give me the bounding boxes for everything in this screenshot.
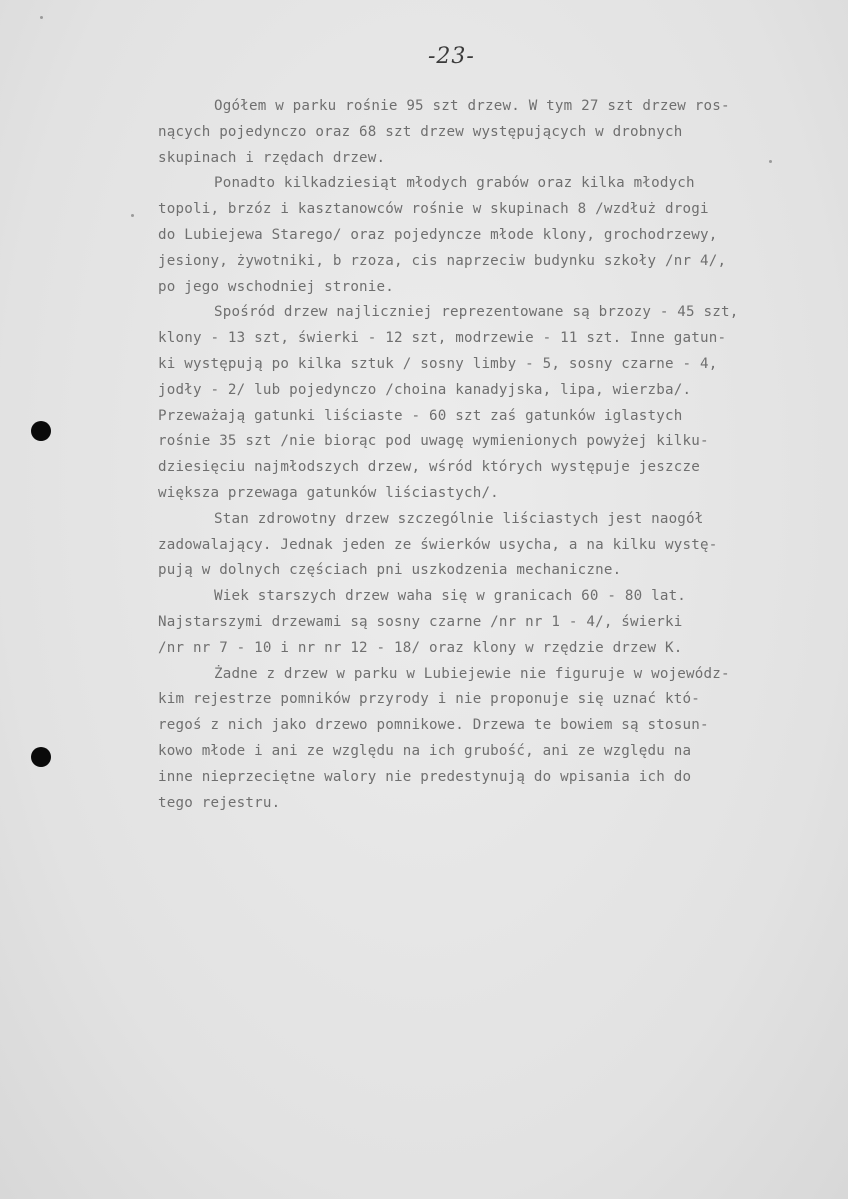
text-line: Stan zdrowotny drzew szczególnie liściastych jest naogół bbox=[214, 510, 704, 527]
text-line: jodły - 2/ lub pojedynczo /choina kanadyjska, lipa, wierzba/. bbox=[158, 381, 692, 398]
text-line: Spośród drzew najliczniej reprezentowane są brzozy - 45 szt, bbox=[214, 304, 739, 321]
text-line: kim rejestrze pomników przyrody i nie proponuje się uznać któ- bbox=[158, 691, 700, 708]
text-line: Najstarszymi drzewami są sosny czarne /nr nr 1 - 4/, świerki bbox=[158, 613, 683, 630]
paper-speck bbox=[131, 214, 134, 217]
text-line: pują w dolnych częściach pni uszkodzenia mechaniczne. bbox=[158, 562, 622, 579]
text-line: Wiek starszych drzew waha się w granicach 60 - 80 lat. bbox=[214, 588, 687, 605]
paper-speck bbox=[769, 160, 772, 163]
text-line: Ogółem w parku rośnie 95 szt drzew. W tym 27 szt drzew ros- bbox=[214, 98, 730, 114]
punch-hole-bottom bbox=[31, 747, 51, 767]
text-line: Żadne z drzew w parku w Lubiejewie nie figuruje w wojewódz- bbox=[214, 665, 730, 682]
text-line: klony - 13 szt, świerki - 12 szt, modrzewie - 11 szt. Inne gatun- bbox=[158, 330, 727, 347]
text-line: regoś z nich jako drzewo pomnikowe. Drzewa te bowiem są stosun- bbox=[158, 717, 709, 734]
text-line: kowo młode i ani ze względu na ich grubość, ani ze względu na bbox=[158, 742, 692, 759]
text-line: po jego wschodniej stronie. bbox=[158, 278, 395, 295]
text-line: Przeważają gatunki liściaste - 60 szt zaś gatunków iglastych bbox=[158, 407, 683, 424]
text-line: większa przewaga gatunków liściastych/. bbox=[158, 484, 499, 501]
punch-hole-top bbox=[31, 421, 51, 441]
text-line: nących pojedynczo oraz 68 szt drzew występujących w drobnych bbox=[158, 123, 683, 140]
text-line: rośnie 35 szt /nie biorąc pod uwagę wymienionych powyżej kilku- bbox=[158, 433, 709, 450]
text-line: skupinach i rzędach drzew. bbox=[158, 149, 386, 166]
text-line: tego rejestru. bbox=[158, 794, 281, 811]
text-line: Ponadto kilkadziesiąt młodych grabów oraz kilka młodych bbox=[214, 175, 695, 192]
text-line: zadowalający. Jednak jeden ze świerków usycha, a na kilku wystę- bbox=[158, 536, 718, 553]
document-body bbox=[158, 94, 842, 816]
paper-speck bbox=[40, 16, 43, 19]
text-line: /nr nr 7 - 10 i nr nr 12 - 18/ oraz klony w rzędzie drzew K. bbox=[158, 639, 683, 656]
text-line: jesiony, żywotniki, b rzoza, cis naprzeciw budynku szkoły /nr 4/, bbox=[158, 252, 727, 269]
text-line: inne nieprzeciętne walory nie predestynują do wpisania ich do bbox=[158, 768, 692, 785]
text-line: topoli, brzóz i kasztanowców rośnie w skupinach 8 /wzdłuż drogi bbox=[158, 201, 709, 218]
text-line: dziesięciu najmłodszych drzew, wśród których występuje jeszcze bbox=[158, 459, 700, 476]
page-number: -23- bbox=[428, 44, 475, 69]
text-line: do Lubiejewa Starego/ oraz pojedyncze młode klony, grochodrzewy, bbox=[158, 226, 718, 243]
text-line: ki występują po kilka sztuk / sosny limby - 5, sosny czarne - 4, bbox=[158, 355, 718, 372]
